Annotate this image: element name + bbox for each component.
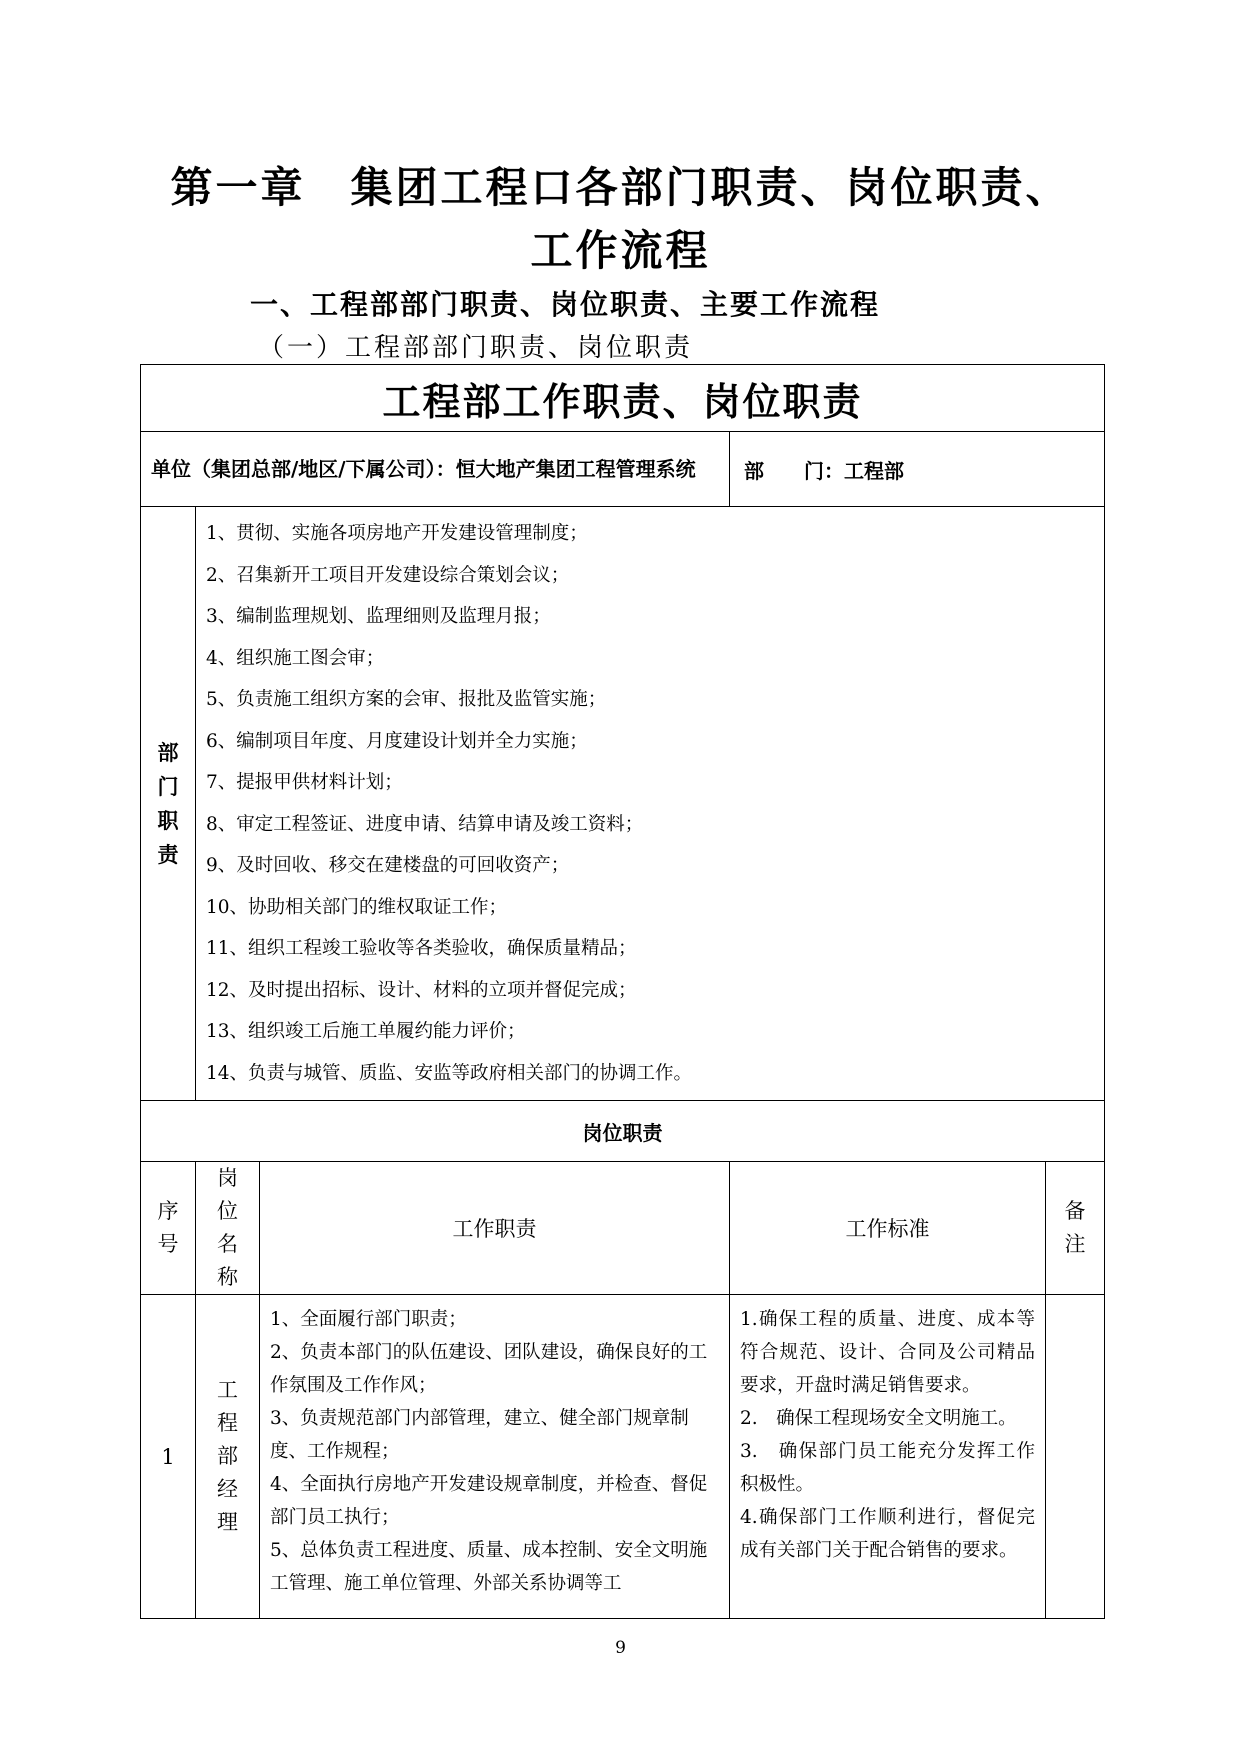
row-seq: 1 — [141, 1295, 196, 1619]
table-row — [141, 1295, 1105, 1619]
chapter-title-line2: 工作流程 — [530, 226, 711, 275]
list-item: 9、及时回收、移交在建楼盘的可回收资产； — [206, 855, 570, 876]
row-position-name: 工 程 部 经 理 — [196, 1295, 260, 1619]
sub-heading: （一）工程部部门职责、岗位职责 — [258, 333, 694, 363]
section-heading: 一、工程部部门职责、岗位职责、主要工作流程 — [250, 288, 881, 321]
header-work-duties: 工作职责 — [260, 1162, 730, 1295]
header-remarks: 备 注 — [1046, 1162, 1105, 1295]
list-item: 2、召集新开工项目开发建设综合策划会议； — [206, 564, 570, 586]
list-item: 11、组织工程竣工验收等各类验收，确保质量精品； — [206, 938, 637, 959]
list-item: 8、审定工程签证、进度申请、结算申请及竣工资料； — [206, 813, 644, 835]
row-work-standard: 1.确保工程的质量、进度、成本等符合规范、设计、合同及公司精品要求，开盘时满足销售要求。 2. 确保工程现场安全文明施工。 3. 确保部门员工能充分发挥工作积极性。 4.确保部门工作顺利进行，督促完成有关部门关于配合销售的要求。 — [730, 1295, 1046, 1619]
list-item: 3、编制监理规划、监理细则及监理月报； — [206, 606, 551, 627]
list-item: 4、组织施工图会审； — [206, 647, 385, 669]
list-item: 12、及时提出招标、设计、材料的立项并督促完成； — [206, 979, 637, 1001]
header-work-standard: 工作标准 — [730, 1162, 1046, 1295]
list-item: 13、组织竣工后施工单履约能力评价； — [206, 1021, 526, 1042]
row-remarks — [1046, 1295, 1105, 1619]
header-position-name: 岗 位 名 称 — [196, 1162, 260, 1295]
department-duties-list — [196, 507, 1105, 1101]
header-seq: 序 号 — [141, 1162, 196, 1295]
chapter-title-line1: 第一章 集团工程口各部门职责、岗位职责、 — [170, 163, 1071, 212]
duty-table — [140, 364, 1105, 1619]
list-item: 7、提报甲供材料计划； — [206, 772, 403, 793]
row-work-duties: 1、全面履行部门职责； 2、负责本部门的队伍建设、团队建设，确保良好的工作氛围及工作作风； 3、负责规范部门内部管理，建立、健全部门规章制度、工作规程； 4、全面执行房地产开发建设规章制度，并检查、督促部门员工执行； 5、总体负责工程进度、质量、成本控制、安全文明施工管理、施工单位管理、外部关系协调等工 — [260, 1295, 730, 1619]
list-item: 6、编制项目年度、月度建设计划并全力实施； — [206, 730, 588, 752]
list-item: 10、协助相关部门的维权取证工作； — [206, 896, 508, 918]
list-item: 5、负责施工组织方案的会审、报批及监管实施； — [206, 689, 607, 710]
list-item: 1、贯彻、实施各项房地产开发建设管理制度； — [206, 523, 588, 544]
unit-label: 单位（集团总部/地区/下属公司）：恒大地产集团工程管理系统 — [141, 432, 730, 507]
page-number: 9 — [615, 1638, 626, 1658]
table-title: 工程部工作职责、岗位职责 — [141, 365, 1105, 432]
department-label: 部 门：工程部 — [730, 432, 1105, 507]
list-item: 14、负责与城管、质监、安监等政府相关部门的协调工作。 — [206, 1062, 693, 1084]
department-duties-label: 部 门 职 责 — [141, 507, 196, 1101]
position-duties-title: 岗位职责 — [141, 1101, 1105, 1162]
